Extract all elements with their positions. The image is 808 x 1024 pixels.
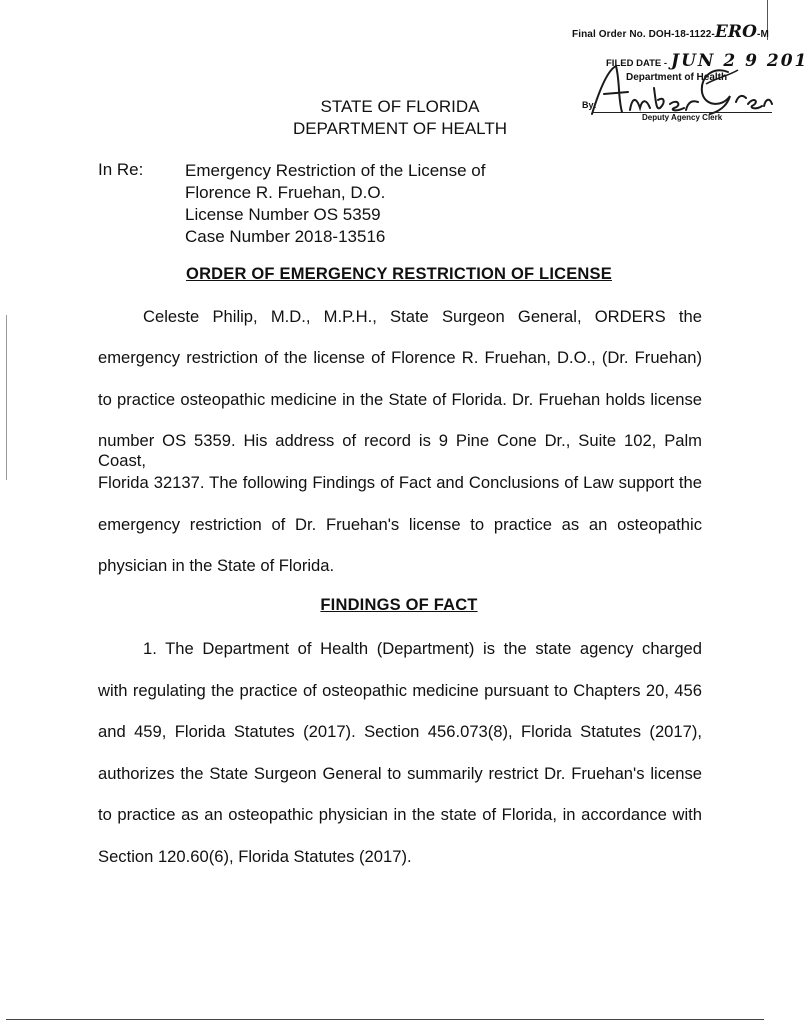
findings-title: FINDINGS OF FACT — [320, 596, 478, 614]
bottom-scan-rule — [6, 1019, 764, 1020]
intro-line: number OS 5359. His address of record is 9 Pine Cone Dr., Suite 102, Palm Coast, — [98, 431, 702, 470]
in-re-line: License Number OS 5359 — [185, 205, 381, 224]
finding-line: authorizes the State Surgeon General to summarily restrict Dr. Fruehan's license — [98, 764, 702, 783]
in-re-line: Florence R. Fruehan, D.O. — [185, 183, 386, 202]
document-header — [0, 96, 770, 140]
final-order-prefix: Final Order No. DOH-18-1122- — [572, 29, 715, 40]
finding-line: and 459, Florida Statutes (2017). Section 456.073(8), Florida Statutes (2017), — [98, 722, 702, 741]
scan-edge-line — [6, 315, 7, 480]
stamp-by-label: By: — [582, 100, 597, 110]
final-order-suffix: -M — [757, 29, 769, 40]
in-re-label: In Re: — [98, 160, 144, 179]
intro-line: emergency restriction of the license of Florence R. Fruehan, D.O., (Dr. Fruehan) — [98, 348, 702, 367]
state-title: STATE OF FLORIDA — [320, 97, 480, 116]
intro-line: physician in the State of Florida. — [98, 556, 335, 575]
stamp-department-line: Department of Health — [626, 72, 728, 83]
in-re-details — [185, 160, 485, 248]
deputy-clerk-title: Deputy Agency Clerk — [642, 113, 723, 122]
finding-line: to practice as an osteopathic physician in the state of Florida, in accordance with — [98, 805, 702, 824]
finding-line: 1. The Department of Health (Department) is the state agency charged — [143, 639, 702, 658]
order-title: ORDER OF EMERGENCY RESTRICTION OF LICENSE — [186, 265, 612, 283]
filed-date-label: FILED DATE - — [606, 58, 668, 69]
in-re-line: Case Number 2018-13516 — [185, 227, 386, 246]
intro-line: Florida 32137. The following Findings of Fact and Conclusions of Law support the — [98, 473, 702, 492]
finding-line: with regulating the practice of osteopathic medicine pursuant to Chapters 20, 456 — [98, 681, 702, 700]
final-order-handwritten: ERO — [714, 22, 758, 42]
intro-line: Celeste Philip, M.D., M.P.H., State Surgeon General, ORDERS the — [143, 307, 702, 326]
intro-line: emergency restriction of Dr. Fruehan's license to practice as an osteopathic — [98, 515, 702, 534]
filed-date-value: JUN 2 9 201 — [671, 51, 808, 71]
intro-line: to practice osteopathic medicine in the State of Florida. Dr. Fruehan holds license — [98, 390, 702, 409]
finding-line: Section 120.60(6), Florida Statutes (2017). — [98, 847, 412, 866]
final-order-number — [572, 22, 769, 42]
in-re-line: Emergency Restriction of the License of — [185, 161, 486, 180]
department-title: DEPARTMENT OF HEALTH — [292, 119, 508, 138]
